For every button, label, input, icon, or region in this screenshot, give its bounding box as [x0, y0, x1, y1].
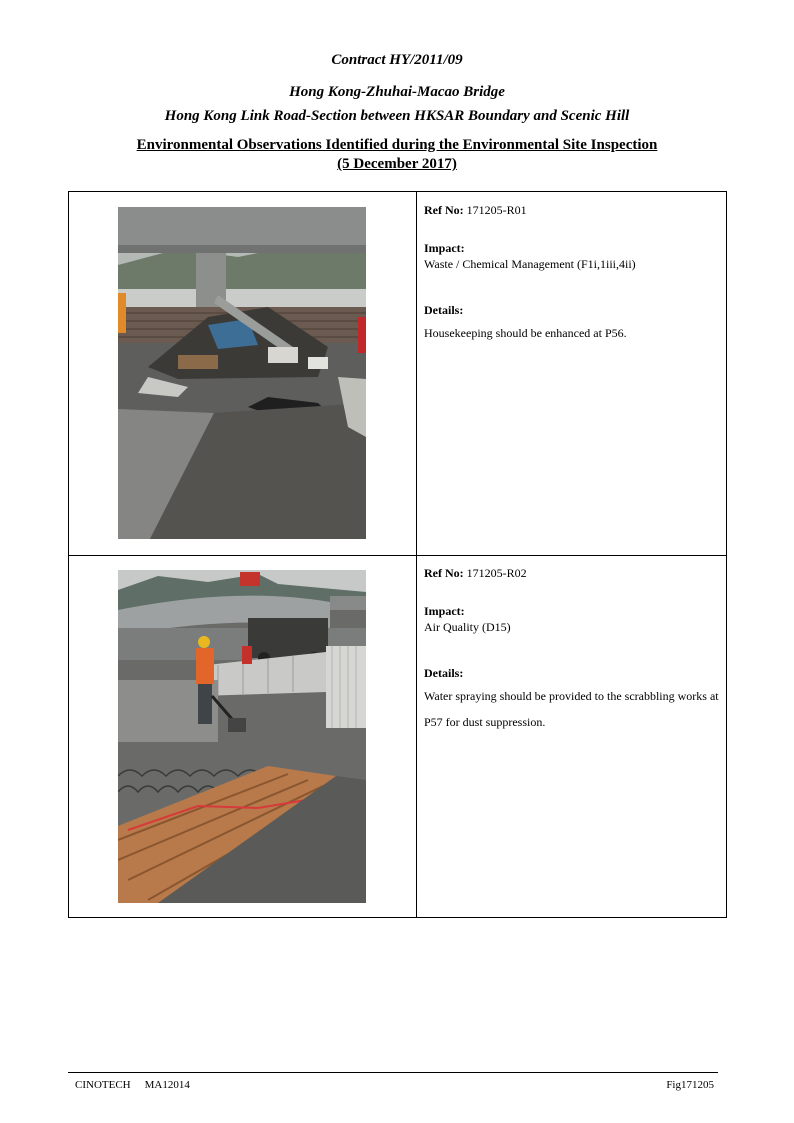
observation-table — [68, 191, 727, 918]
title-line-2: (5 December 2017) — [337, 156, 457, 172]
impact-value: Waste / Chemical Management (F1i,1iii,4ii) — [424, 257, 636, 271]
impact-block — [424, 603, 719, 635]
figure-number: Fig171205 — [666, 1079, 714, 1091]
details-block — [424, 302, 719, 346]
ref-no-row — [424, 202, 719, 218]
observation-photo-2 — [118, 570, 366, 903]
footer-rule — [68, 1072, 718, 1073]
row-divider — [69, 555, 726, 556]
document-title — [0, 136, 794, 174]
ref-label: Ref No: — [424, 566, 464, 580]
project-name: Hong Kong-Zhuhai-Macao Bridge — [289, 84, 505, 100]
details-value: Water spraying should be provided to the scrabbling works at P57 for dust suppression. — [424, 689, 719, 729]
title-line-1: Environmental Observations Identified during the Environmental Site Inspection — [136, 137, 658, 153]
ref-value: 171205-R01 — [466, 203, 527, 217]
details-label: Details: — [424, 666, 464, 680]
footer-left — [75, 1079, 190, 1091]
impact-block — [424, 240, 719, 272]
company-name: CINOTECH — [75, 1079, 131, 1091]
contract-number: Contract HY/2011/09 — [331, 52, 463, 68]
waste-pile-photo — [118, 207, 366, 539]
observation-details-2 — [424, 565, 719, 735]
impact-label: Impact: — [424, 604, 465, 618]
observation-photo-1 — [118, 207, 366, 539]
details-value: Housekeeping should be enhanced at P56. — [424, 326, 627, 340]
details-block — [424, 665, 719, 735]
scrabbling-works-photo — [118, 570, 366, 903]
ref-value: 171205-R02 — [466, 566, 527, 580]
impact-label: Impact: — [424, 241, 465, 255]
ref-no-row — [424, 565, 719, 581]
details-label: Details: — [424, 303, 464, 317]
monitoring-code: MA12014 — [144, 1079, 190, 1091]
project-section: Hong Kong Link Road-Section between HKSAR Boundary and Scenic Hill — [164, 108, 630, 124]
impact-value: Air Quality (D15) — [424, 620, 511, 634]
observation-details-1 — [424, 202, 719, 346]
ref-label: Ref No: — [424, 203, 464, 217]
